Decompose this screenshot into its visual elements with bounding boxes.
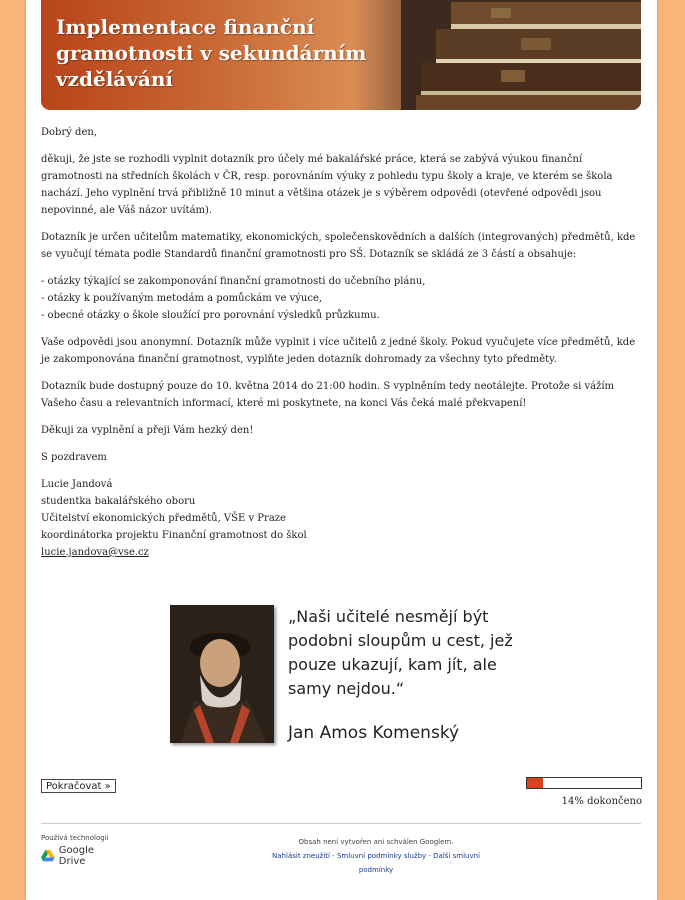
regards-text: S pozdravem [41, 452, 107, 463]
header-banner [41, 0, 641, 110]
footer-info [256, 835, 496, 877]
progress-fill [527, 778, 543, 788]
greeting: Dobrý den, [41, 127, 97, 138]
komensky-portrait [170, 605, 274, 743]
powered-by-text: Používá technologii [41, 834, 109, 842]
additional-terms-link[interactable]: Další smluvní podmínky [358, 852, 480, 874]
deadline-paragraph: Dotazník bude dostupný pouze do 10. května 2014 do 21:00 hodin. S vyplněním tedy neotálejte. Protože si vážím Vašeho času a relevantních informací, které mi poskytnete, na konci Vás čeká malé překvapení! [41, 381, 615, 409]
google-drive-logo[interactable] [41, 845, 109, 867]
survey-description [41, 124, 641, 561]
google-drive-label: Google Drive [58, 845, 95, 867]
books-illustration [381, 0, 641, 110]
signature [41, 476, 641, 561]
list-item: - obecné otázky o škole sloužící pro porovnání výsledků průzkumu. [41, 310, 380, 321]
quote-block [170, 605, 520, 745]
list-item: - otázky k používaným metodám a pomůckám ve výuce, [41, 293, 323, 304]
intro-paragraph: děkuji, že jste se rozhodli vyplnit dotazník pro účely mé bakalářské práce, která se zabývá výukou finanční gramotnosti na středních školách v ČR, resp. porovnáním výuky z pohledu typu školy a kraje, ve kterém se škola nachází. Jeho vyplnění trvá přibližně 10 minut a většina otázek je s výběrem odpovědi (otevřené odpovědi jsou nepovinné, ale Váš názor uvítám). [41, 154, 613, 216]
footer-divider [41, 823, 641, 824]
progress-bar [526, 777, 642, 789]
anonymity-paragraph: Vaše odpovědi jsou anonymní. Dotazník může vyplnit i více učitelů z jedné školy. Pokud vyučujete více předmětů, kde je zakomponována finanční gramotnost, vyplňte jeden dotazník dohromady za všechny tyto předměty. [41, 337, 636, 365]
google-drive-icon [41, 848, 55, 864]
report-abuse-link[interactable]: Nahlásit zneužití [272, 852, 330, 860]
signature-line: studentka bakalářského oboru [41, 496, 196, 507]
link-separator: - [329, 852, 337, 860]
powered-by [41, 834, 109, 867]
signature-name: Lucie Jandová [41, 479, 113, 490]
signature-line: Učitelství ekonomických předmětů, VŠE v Praze [41, 513, 286, 524]
email-link[interactable]: lucie.jandova@vse.cz [41, 547, 149, 558]
signature-line: koordinátorka projektu Finanční gramotnost do škol [41, 530, 307, 541]
terms-link[interactable]: Smluvní podmínky služby [336, 852, 427, 860]
continue-button[interactable]: Pokračovat » [41, 779, 116, 793]
quote-author: Jan Amos Komenský [288, 723, 460, 743]
footer-links [256, 849, 496, 877]
page-sheet [26, 0, 657, 900]
disclaimer-text: Obsah není vytvořen ani schválen Googlem. [298, 838, 454, 846]
survey-title: Implementace finanční gramotnosti v sekundárním vzdělávání [56, 15, 367, 91]
link-separator: - [426, 852, 434, 860]
contents-list [41, 273, 641, 324]
progress-label: 14% dokončeno [561, 796, 642, 807]
thanks-text: Děkuji za vyplnění a přeji Vám hezký den! [41, 425, 254, 436]
audience-paragraph: Dotazník je určen učitelům matematiky, ekonomických, společenskovědních a dalších (integrovaných) předmětů, kde se vyučují témata podle Standardů finanční gramotnosti pro SŠ. Dotazník se skládá ze 3 částí a obsahuje: [41, 232, 636, 260]
quote-text: „Naši učitelé nesmějí být podobni sloupům u cest, jež pouze ukazují, kam jít, ale samy nejdou.“ [288, 607, 513, 698]
list-item: - otázky týkající se zakomponování finanční gramotnosti do učebního plánu, [41, 276, 426, 287]
